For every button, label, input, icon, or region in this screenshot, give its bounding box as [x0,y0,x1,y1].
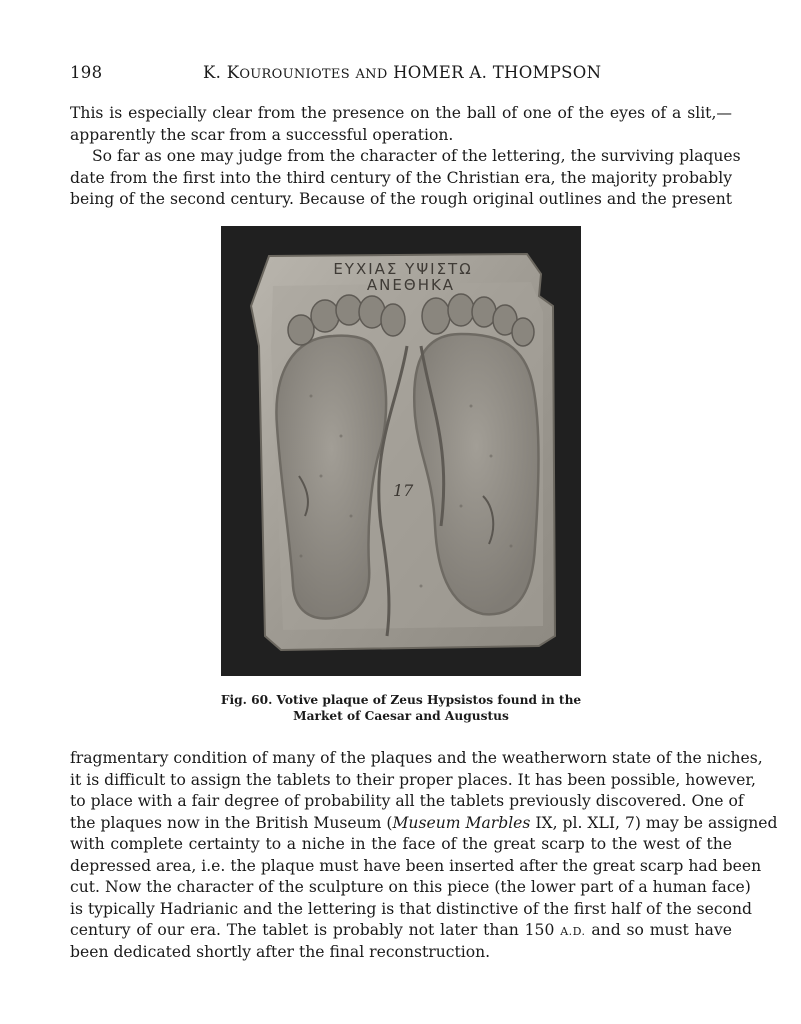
left-foot [276,336,386,619]
figure-caption [160,692,642,724]
caption-line: Market of Caesar and Augustus [293,709,509,723]
text-line: apparently the scar from a successful operation. [70,125,454,144]
page-number: 198 [70,63,103,82]
text-line: is typically Hadrianic and the lettering is that distinctive of the first half of the second [70,899,753,918]
text-line: it is difficult to assign the tablets to their proper places. It has been possible, however, [70,770,757,789]
text-line: fragmentary condition of many of the plaques and the weatherworn state of the niches, [70,749,763,767]
inscription-line-1: ΕΥΧΙΑΣ ΥΨΙΣΤΩ [333,260,473,278]
citation-italic: Museum Marbles [392,813,531,832]
text-line: century of our era. The tablet is probably not later than 150 A.D. and so must have [70,921,732,939]
text-line: being of the second century. Because of the rough original outlines and the present [70,190,732,208]
figure-photo [221,226,581,676]
caption-line: Fig. 60. Votive plaque of Zeus Hypsistos found in the [220,693,582,707]
text-line: date from the first into the third century of the Christian era, the majority probably [70,168,732,187]
body-text-bottom [70,748,778,963]
text-line: This is especially clear from the presence on the ball of one of the eyes of a slit,— [70,104,732,122]
text-line: depressed area, i.e. the plaque must have been inserted after the great scarp had been [70,856,762,875]
page-header [70,63,732,87]
text-line: to place with a fair degree of probability all the tablets previously discovered. One of [70,792,744,810]
text-line: So far as one may judge from the character of the lettering, the surviving plaques [92,147,741,165]
inscription-line-2: ΑΝΕΘΗΚΑ [366,276,456,294]
scratched-number: 17 [393,481,414,500]
text-line: the plaques now in the British Museum (Museum Marbles IX, pl. XLI, 7) may be assigned [70,813,778,832]
text-line: with complete certainty to a niche in the face of the great scarp to the west of the [70,835,732,853]
text-line: cut. Now the character of the sculpture on this piece (the lower part of a human face) [70,878,751,896]
text-line: been dedicated shortly after the final reconstruction. [70,942,491,961]
era-abbreviation: A.D. [560,925,586,938]
votive-plaque-image [221,226,581,676]
running-head: K. KOUROUNIOTES AND HOMER A. THOMPSON [203,63,602,82]
body-text-top [70,103,741,211]
